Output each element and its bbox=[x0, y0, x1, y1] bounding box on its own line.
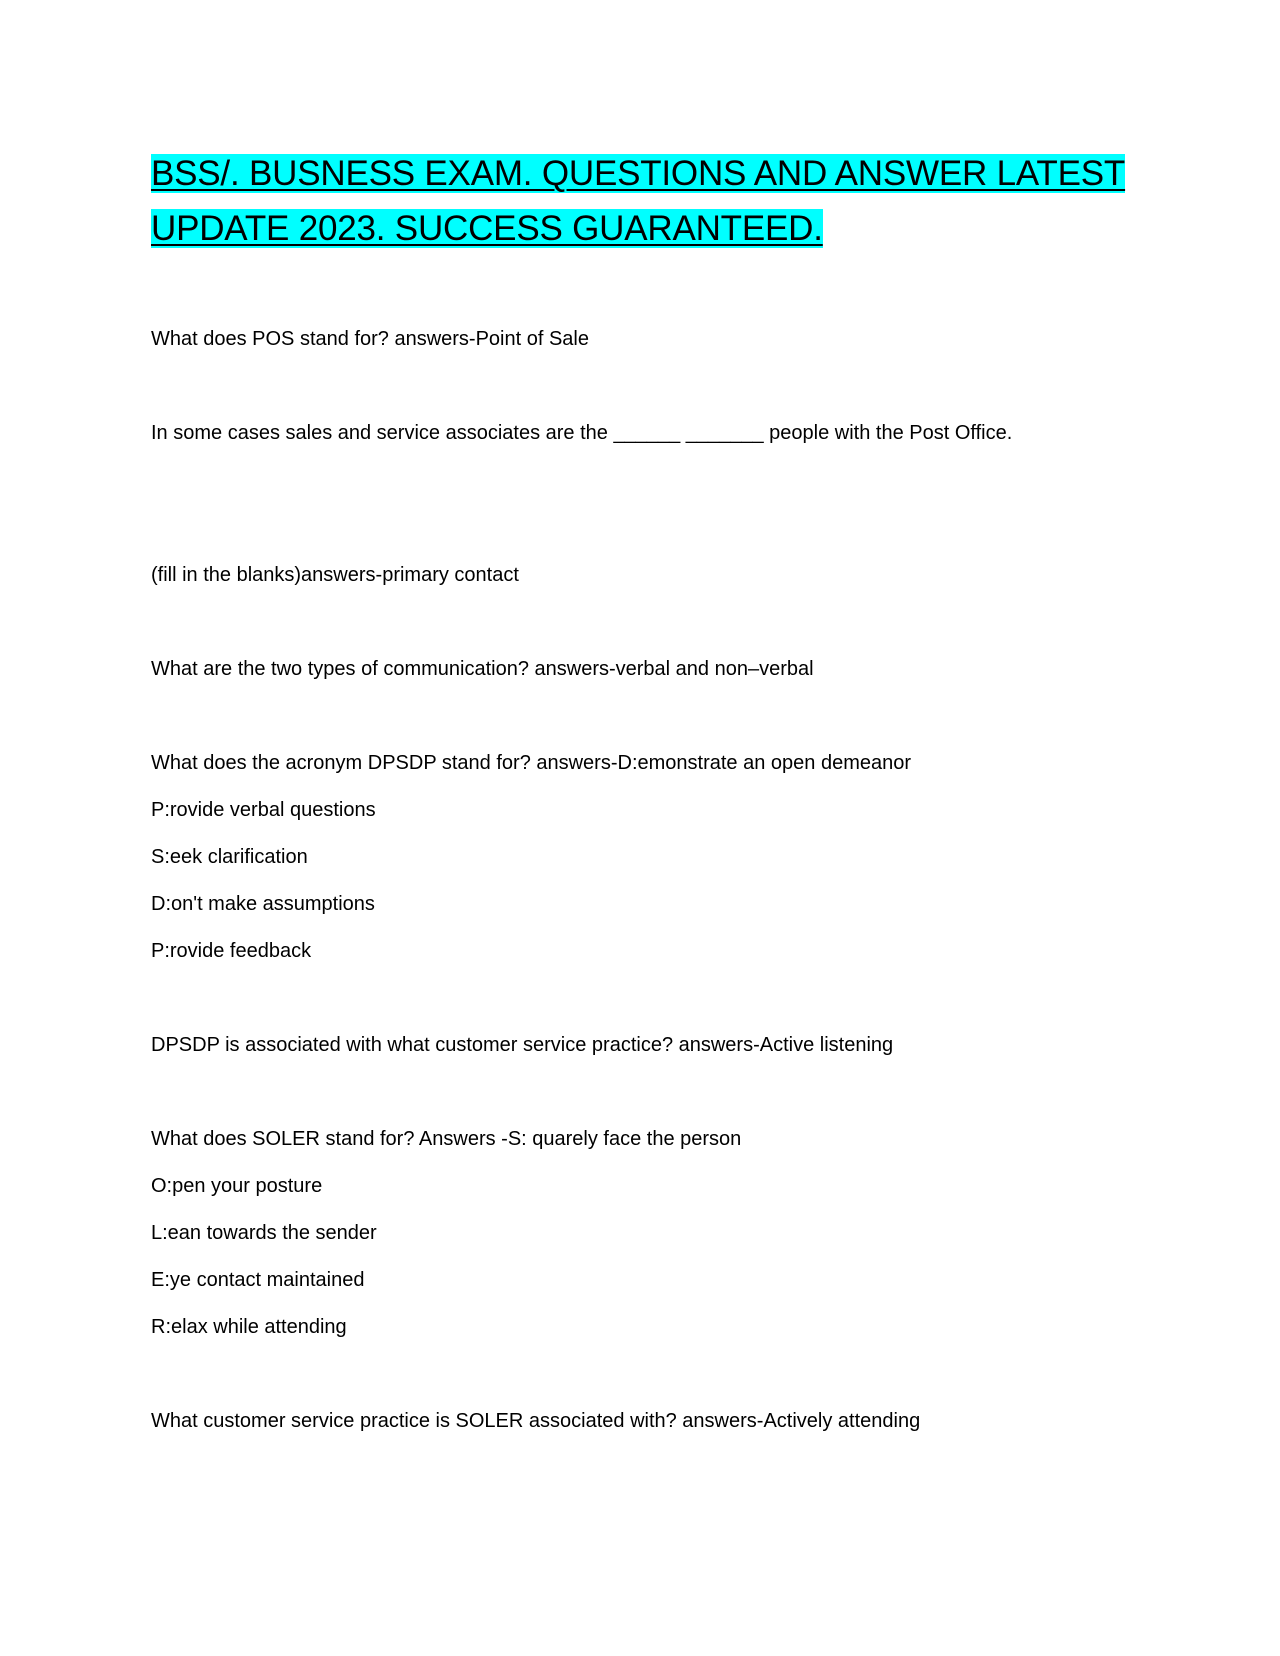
qa-dpsdp-practice: DPSDP is associated with what customer service practice? answers-Active listening bbox=[151, 1034, 894, 1056]
qa-dpsdp-question: What does the acronym DPSDP stand for? answers-D:emonstrate an open demeanor bbox=[151, 752, 912, 774]
qa-soler-practice: What customer service practice is SOLER associated with? answers-Actively attending bbox=[151, 1410, 921, 1432]
qa-soler-question: What does SOLER stand for? Answers -S: quarely face the person bbox=[151, 1128, 742, 1150]
soler-item-relax: R:elax while attending bbox=[151, 1316, 347, 1338]
dpsdp-item-provide-verbal: P:rovide verbal questions bbox=[151, 799, 376, 821]
qa-communication-types: What are the two types of communication? answers-verbal and non–verbal bbox=[151, 658, 814, 680]
dpsdp-item-seek-clarification: S:eek clarification bbox=[151, 846, 308, 868]
soler-item-open-posture: O:pen your posture bbox=[151, 1175, 323, 1197]
dpsdp-item-provide-feedback: P:rovide feedback bbox=[151, 940, 312, 962]
document-title bbox=[151, 146, 1151, 256]
dpsdp-item-dont-assume: D:on't make assumptions bbox=[151, 893, 375, 915]
soler-item-lean: L:ean towards the sender bbox=[151, 1222, 377, 1244]
qa-sales-associates-answer: (fill in the blanks)answers-primary contact bbox=[151, 564, 519, 586]
soler-item-eye-contact: E:ye contact maintained bbox=[151, 1269, 365, 1291]
document-title-text: BSS/. BUSNESS EXAM. QUESTIONS AND ANSWER LATEST UPDATE 2023. SUCCESS GUARANTEED. bbox=[151, 154, 1126, 248]
qa-pos: What does POS stand for? answers-Point of Sale bbox=[151, 328, 589, 350]
qa-sales-associates-question: In some cases sales and service associates are the ______ _______ people with the Post Office. bbox=[151, 422, 1013, 444]
